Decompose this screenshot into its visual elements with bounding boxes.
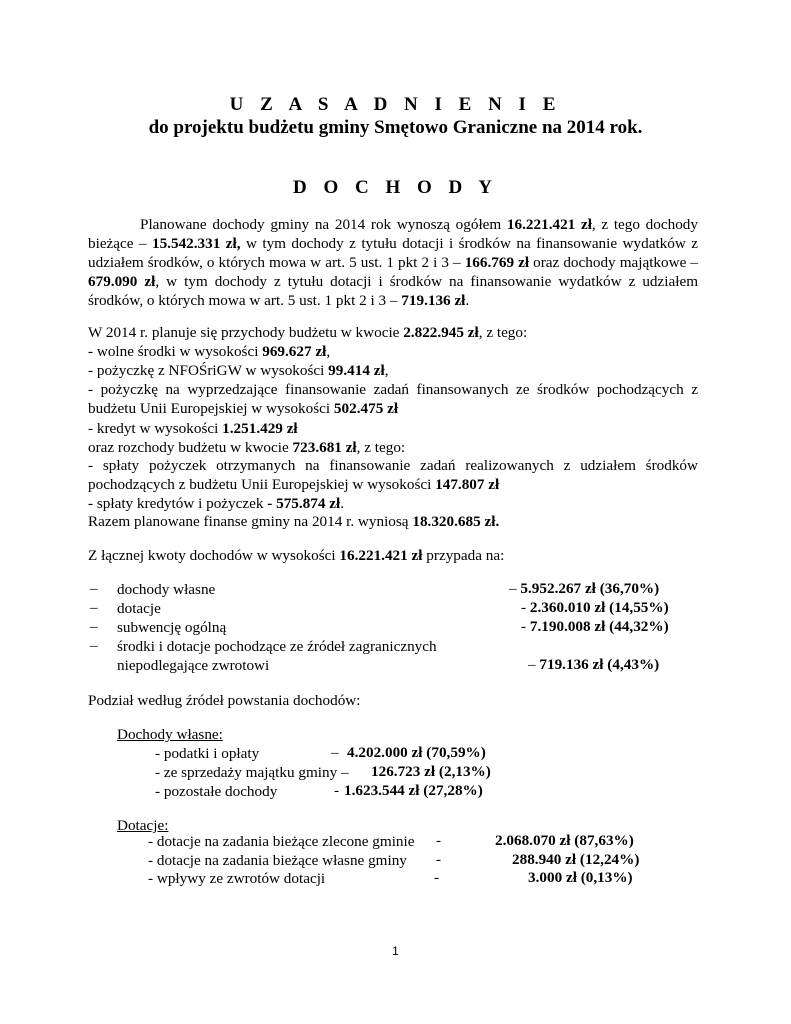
split-item-label: dochody własne [117,581,216,598]
loan-repayment-line: - spłaty pożyczek otrzymanych na finansowanie zadań realizowanych z udziałem środków pochodzących z budżetu Unii Europejskiej w wysokości 147.807 zł [88,457,698,493]
grants-heading: Dotacje: [117,817,169,834]
grant-item-sep: - [436,832,442,849]
total-finance-line: Razem planowane finanse gminy na 2014 r. wyniosą 18.320.685 zł. [88,513,500,530]
nfos-loan-line: - pożyczkę z NFOŚriGW w wysokości 99.414 zł, [88,362,389,379]
own-item-label: - pozostałe dochody [155,783,278,800]
split-item-label: środki i dotacje pochodzące ze źródeł zagranicznych [117,638,437,655]
credit-repayment-line: - spłaty kredytów i pożyczek - 575.874 zł. [88,495,345,512]
split-item-label: dotacje [117,600,161,617]
own-item-sep: - [334,782,340,799]
own-item-value: 4.202.000 zł (70,59%) [347,744,486,761]
grant-item-label: - dotacje na zadania bieżące własne gminy [148,852,407,869]
list-bullet: – [90,618,98,635]
own-item-label: - ze sprzedaży majątku gminy – [155,764,349,781]
list-bullet: – [90,580,98,597]
intro-paragraph: Planowane dochody gminy na 2014 rok wynoszą ogółem 16.221.421 zł, z tego dochody bieżące – 15.542.331 zł, w tym dochody z tytułu dotacji i środków na finansowanie wydatków z udziałem środków, o których mowa w art. 5 ust. 1 pkt 2 i 3 – 166.769 zł oraz dochody majątkowe – 679.090 zł, w tym dochody z tytułu dotacji i środków na finansowanie wydatków z udziałem środków, o których mowa w art. 5 ust. 1 pkt 2 i 3 – 719.136 zł. [88,216,699,309]
split-item-value: - 2.360.010 zł (14,55%) [521,599,669,616]
grant-item-value: 3.000 zł (0,13%) [528,869,633,886]
split-item-value: – 5.952.267 zł (36,70%) [509,580,660,597]
own-item-value: 1.623.544 zł (27,28%) [344,782,483,799]
split-item-value: - 7.190.008 zł (44,32%) [521,618,669,635]
free-funds-line: - wolne środki w wysokości 969.627 zł, [88,343,331,360]
own-item-label: - podatki i opłaty [155,745,260,762]
page-number: 1 [392,944,399,958]
own-item-sep: – [331,744,339,761]
credit-line: - kredyt w wysokości 1.251.429 zł [88,420,298,437]
split-item-label: subwencję ogólną [117,619,227,636]
grant-item-sep: - [436,851,442,868]
grant-item-value: 2.068.070 zł (87,63%) [495,832,634,849]
split-item-value: – 719.136 zł (4,43%) [528,656,660,673]
grant-item-label: - dotacje na zadania bieżące zlecone gminie [148,833,415,850]
document-subtitle: do projektu budżetu gminy Smętowo Graniczne na 2014 rok. [148,117,643,138]
grant-item-label: - wpływy ze zwrotów dotacji [148,870,326,887]
list-bullet: – [90,637,98,654]
expenditures-line: oraz rozchody budżetu w kwocie 723.681 zł, z tego: [88,439,406,456]
own-revenues-heading: Dochody własne: [117,726,223,743]
split-intro: Z łącznej kwoty dochodów w wysokości 16.221.421 zł przypada na: [88,547,505,564]
split-item-label-cont: niepodlegające zwrotowi [117,657,270,674]
revenues-line: W 2014 r. planuje się przychody budżetu w kwocie 2.822.945 zł, z tego: [88,324,528,341]
list-bullet: – [90,599,98,616]
document-title: U Z A S A D N I E N I E [229,94,562,115]
own-item-value: 126.723 zł (2,13%) [371,763,491,780]
eu-loan-line: - pożyczkę na wyprzedzające finansowanie zadań finansowanych ze środków pochodzących z budżetu Unii Europejskiej w wysokości 502.475 zł [88,381,698,417]
sources-heading: Podział według źródeł powstania dochodów: [88,692,361,709]
grant-item-value: 288.940 zł (12,24%) [512,851,640,868]
grant-item-sep: - [434,869,440,886]
section-heading: D O C H O D Y [292,177,499,198]
